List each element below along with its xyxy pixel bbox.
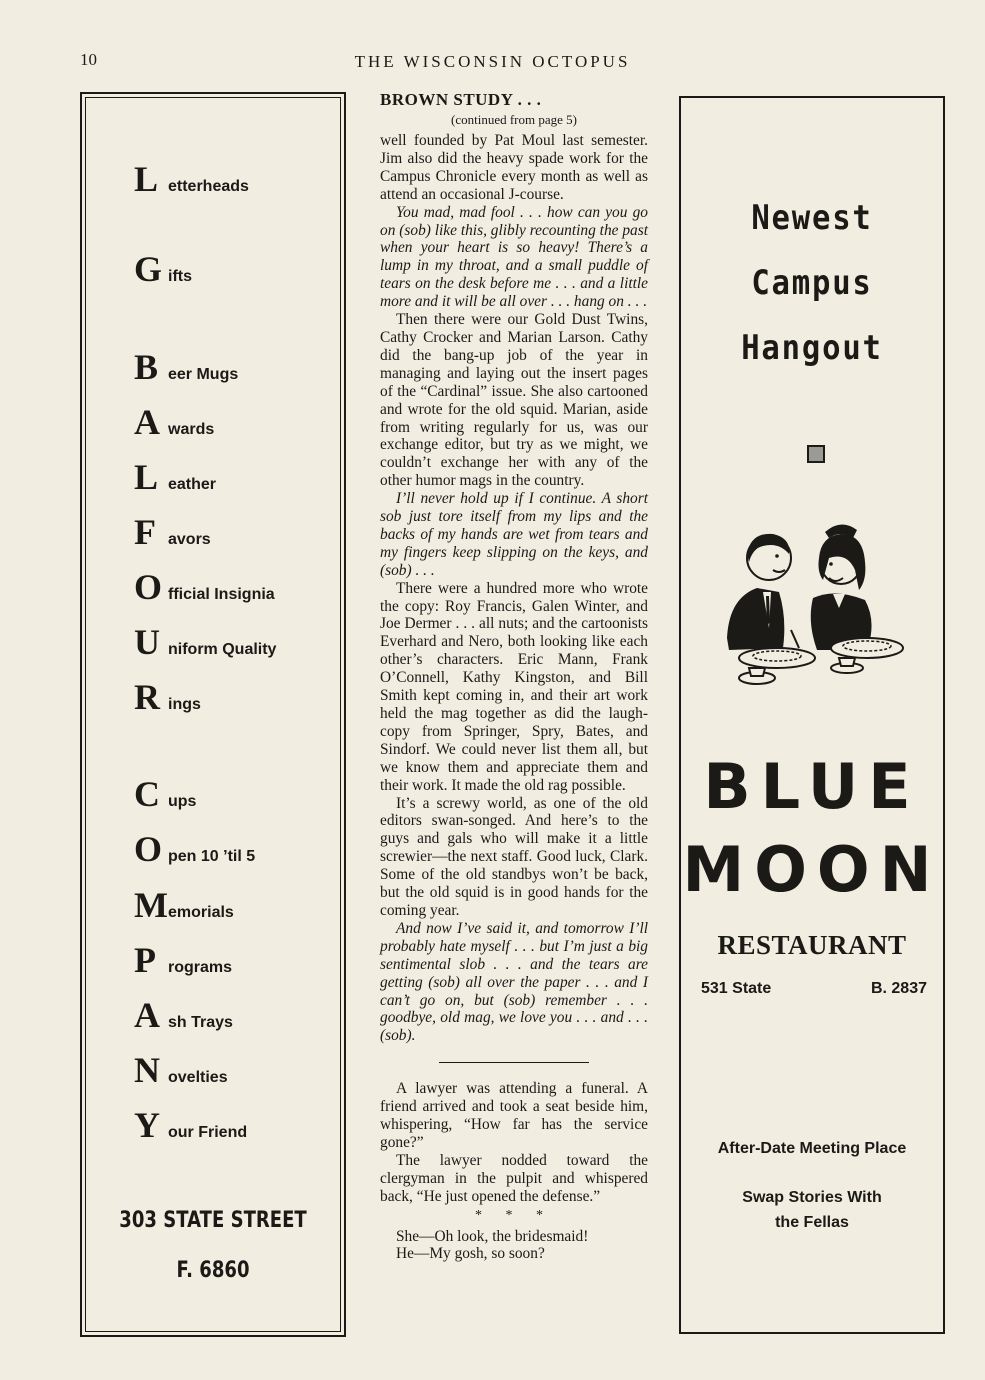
acrostic-row <box>134 939 232 981</box>
acrostic-row <box>134 566 275 608</box>
joke-line: She—Oh look, the bridesmaid! <box>396 1227 589 1245</box>
headline-newest: Newest <box>751 198 873 238</box>
acrostic-row <box>134 884 234 926</box>
acrostic-word: ifts <box>168 268 192 285</box>
article-paragraph: well founded by Pat Moul last semester. Jim also did the heavy spade work for the Campus Chronicle every month as well as attend an occasional J-course. <box>380 132 648 203</box>
acrostic-row <box>134 248 192 290</box>
restaurant-phone: B. 2837 <box>870 980 927 997</box>
tagline-fellas: the Fellas <box>775 1214 849 1231</box>
acrostic-row <box>134 676 201 718</box>
joke-paragraph: A lawyer was attending a funeral. A friend arrived and took a seat beside him, whispering, “How far has the service gone?” <box>380 1080 648 1151</box>
joke-line: He—My gosh, so soon? <box>396 1245 545 1263</box>
acrostic-letter: B <box>134 347 159 387</box>
acrostic-row <box>134 1049 228 1091</box>
acrostic-row <box>134 511 211 553</box>
tagline-after-date: After-Date Meeting Place <box>717 1140 907 1157</box>
acrostic-letter: U <box>134 622 160 662</box>
article-paragraph: And now I’ve said it, and tomorrow I’ll probably hate myself . . . but I’m just a big sentimental slob . . . and the tears are getting (sob) all over the paper . . . and I can’t go on, but (sob) remember . . . goodbye, old mag, we love you . . . and . . . (sob). <box>380 919 648 1045</box>
acrostic-word: fficial Insignia <box>168 586 275 603</box>
acrostic-word: pen 10 ’til 5 <box>168 848 256 865</box>
continued-note: (continued from page 5) <box>451 112 577 127</box>
acrostic-word: ovelties <box>168 1069 228 1086</box>
acrostic-letter: Y <box>134 1105 160 1145</box>
page-number: 10 <box>80 50 97 69</box>
acrostic-letter: A <box>134 402 160 442</box>
acrostic-row <box>134 828 255 870</box>
acrostic-word: wards <box>168 421 215 438</box>
article-paragraph: Then there were our Gold Dust Twins, Cathy Crocker and Marian Larson. Cathy did the bang-up job of the year in managing and laying out the insert pages of the “Cardinal” issue. She also cartooned and wrote for the old squid. Marian, aside from writing regularly for us, was our exchange editor, but try as we might, we couldn’t exchange her with any of the other humor mags in the country. <box>380 311 648 490</box>
headline-hangout: Hangout <box>741 328 883 368</box>
article-title: BROWN STUDY . . . <box>380 90 542 109</box>
tagline-swap-stories: Swap Stories With <box>742 1189 882 1206</box>
asterisk-separator: * * * <box>475 1207 553 1223</box>
balfour-phone: F. 6860 <box>176 1258 250 1283</box>
acrostic-letter: C <box>134 774 160 814</box>
blue-wordmark: BLUE <box>703 750 921 823</box>
joke-bridesmaid <box>380 1228 648 1264</box>
acrostic-word: our Friend <box>168 1124 248 1141</box>
acrostic-row <box>134 994 233 1036</box>
acrostic-letter: L <box>134 159 159 199</box>
acrostic-letter: R <box>134 677 160 717</box>
acrostic-letter: F <box>134 512 156 552</box>
article-paragraph: I’ll never hold up if I continue. A short sob just tore itself from my lips and the backs of my hands are wet from tears and my fingers keep slipping on the keys, and (sob) . . . <box>380 490 648 579</box>
acrostic-row <box>134 456 216 498</box>
acrostic-word: eer Mugs <box>168 366 239 383</box>
acrostic-word: etterheads <box>168 178 249 195</box>
article-paragraph: You mad, mad fool . . . how can you go on (sob) like this, glibly recounting the past when your heart is so heavy! There’s a lump in my throat, and a small puddle of tears on the desk before me . . . and a little more and it will be all over . . . hang on . . . <box>380 203 648 311</box>
acrostic-letter: L <box>134 457 159 497</box>
dining-couple-illustration-icon <box>717 518 913 698</box>
acrostic-word: avors <box>168 531 211 548</box>
acrostic-row <box>134 1104 247 1146</box>
divider <box>439 1062 589 1063</box>
acrostic-letter: N <box>134 1050 160 1090</box>
article-paragraph: There were a hundred more who wrote the copy: Roy Francis, Galen Winter, and Joe Dermer . . . all nuts; and the cartoonists Everhard and Nero, both looking like each other’s characters. Eric Mann, Frank O’Connell, Kathy Kingston, and Bill Smith kept coming in, and their art work held the mag together as did the laugh-copy from Springer, Spry, Bates, and Sindorf. We could never list them all, but we know them and appreciate them and their work. It made the old rag possible. <box>380 579 648 794</box>
article-paragraph: It’s a screwy world, as one of the old editors swan-songed. And here’s to the guys and gals who will make it a little screwier—the next staff. Good luck, Clark. Some of the old standbys won’t be back, but the old squid is in good hands for the coming year. <box>380 794 648 919</box>
acrostic-row <box>134 346 238 388</box>
acrostic-row <box>134 401 214 443</box>
acrostic-word: rograms <box>168 959 233 976</box>
restaurant-label: RESTAURANT <box>717 930 907 960</box>
acrostic-row <box>134 773 196 815</box>
acrostic-letter: O <box>134 567 163 607</box>
address-phone-row <box>701 980 927 998</box>
acrostic-row <box>134 621 276 663</box>
acrostic-letter: P <box>134 940 156 980</box>
headline-campus: Campus <box>751 263 873 303</box>
blue-moon-ad <box>679 96 945 1334</box>
balfour-ad-inner-border <box>85 97 341 1332</box>
acrostic-letter: A <box>134 995 160 1035</box>
acrostic-word: sh Trays <box>168 1014 233 1031</box>
acrostic-letter: M <box>134 885 168 925</box>
joke-lawyer <box>380 1080 648 1205</box>
acrostic-word: eather <box>168 476 217 493</box>
balfour-address: 303 STATE STREET <box>119 1208 307 1233</box>
acrostic-word: ups <box>168 793 197 810</box>
moon-wordmark: MOON <box>682 833 942 906</box>
square-ornament-icon <box>807 445 825 463</box>
acrostic-letter: O <box>134 829 163 869</box>
article-body <box>380 132 648 1045</box>
acrostic-row <box>134 158 249 200</box>
acrostic-word: ings <box>168 696 201 713</box>
acrostic-letter: G <box>134 249 163 289</box>
article-column <box>380 90 648 1263</box>
joke-paragraph: The lawyer nodded toward the clergyman in the pulpit and whispered back, “He just opened the defense.” <box>380 1151 648 1205</box>
restaurant-address: 531 State <box>701 980 772 997</box>
acrostic-word: niform Quality <box>168 641 277 658</box>
balfour-ad <box>80 92 346 1337</box>
acrostic-word: emorials <box>168 904 234 921</box>
running-title: THE WISCONSIN OCTOPUS <box>354 52 631 71</box>
